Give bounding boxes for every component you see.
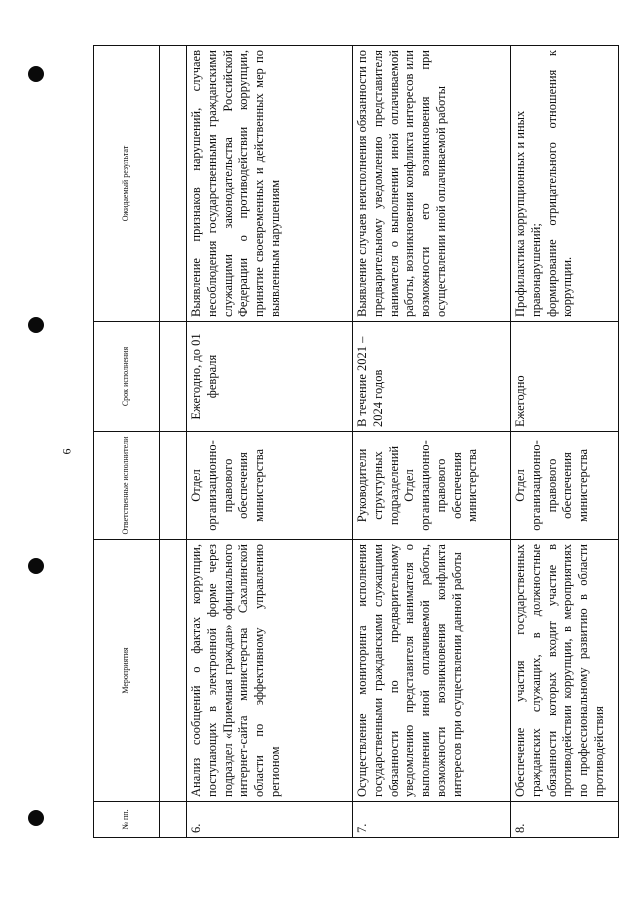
result-prevention: Профилактика коррупционных и иных правонарушений; [513,110,543,317]
row-responsible [353,432,511,540]
table-sheet [93,46,613,858]
spacer-cell [160,322,187,432]
spacer-cell [160,432,187,540]
spacer-cell [160,540,187,802]
binder-hole-4 [28,810,44,826]
measures-table-rotated [93,46,613,838]
header-responsible: Ответственные исполнители [94,432,160,540]
row-number: 7. [353,802,511,838]
spacer-row [160,46,187,838]
table-row [511,46,619,838]
row-term: Ежегодно, до 01 февраля [187,322,353,432]
row-responsible: Отдел организационно-правового обеспечения министерства [187,432,353,540]
header-result: Ожидаемый результат [94,46,160,322]
measures-table [93,45,619,838]
header-term: Срок исполнения [94,322,160,432]
header-num: № пп. [94,802,160,838]
row-result [511,46,619,322]
row-number: 8. [511,802,619,838]
responsible-heads: Руководители структурных подразделений [355,445,401,526]
row-action: Обеспечение участия государственных гражданских служащих, в должностные обязанности которых входит участие в противодействии коррупции, в мероприятиях по профессиональному развитию в области противодействия [511,540,619,802]
binder-hole-3 [28,558,44,574]
row-number: 6. [187,802,353,838]
result-attitude: формирование отрицательного отношения к коррупции. [544,50,575,317]
row-action: Анализ сообщений о фактах коррупции, поступающих в электронной форме через подраздел «Приемная граждан» официального интернет-сайта министерства Сахалинской области по эффективному управлению регионом [187,540,353,802]
row-responsible: Отдел организационно-правового обеспечения министерства [511,432,619,540]
binder-hole-1 [28,66,44,82]
row-action: Осуществление мониторинга исполнения государственными гражданскими служащими обязанности по предварительному уведомлению представителя нанимателя о выполнении иной оплачиваемой работы, возможности возникновения конфликта интересов при осуществлении данной работы [353,540,511,802]
row-term: Ежегодно [511,322,619,432]
page-number: 6 [59,448,74,455]
header-action: Мероприятия [94,540,160,802]
header-row [94,46,160,838]
row-result: Выявление случаев неисполнения обязанности по предварительному уведомлению представителя нанимателя о выполнении иной оплачиваемой работы, возникновения конфликта интересов или возможности его возникновения при осуществлении иной оплачиваемой работы [353,46,511,322]
row-term: В течение 2021 – 2024 годов [353,322,511,432]
binder-hole-2 [28,317,44,333]
table-row [187,46,353,838]
table-row [353,46,511,838]
spacer-cell [160,802,187,838]
row-result: Выявление признаков нарушений, случаев несоблюдения государственными гражданскими служащими законодательства Российской Федерации о противодействии коррупции, принятие своевременных и действенных мер по выявленным нарушениям [187,46,353,322]
responsible-legal-dept: Отдел организационно-правового обеспечения министерства [402,440,480,531]
spacer-cell [160,46,187,322]
